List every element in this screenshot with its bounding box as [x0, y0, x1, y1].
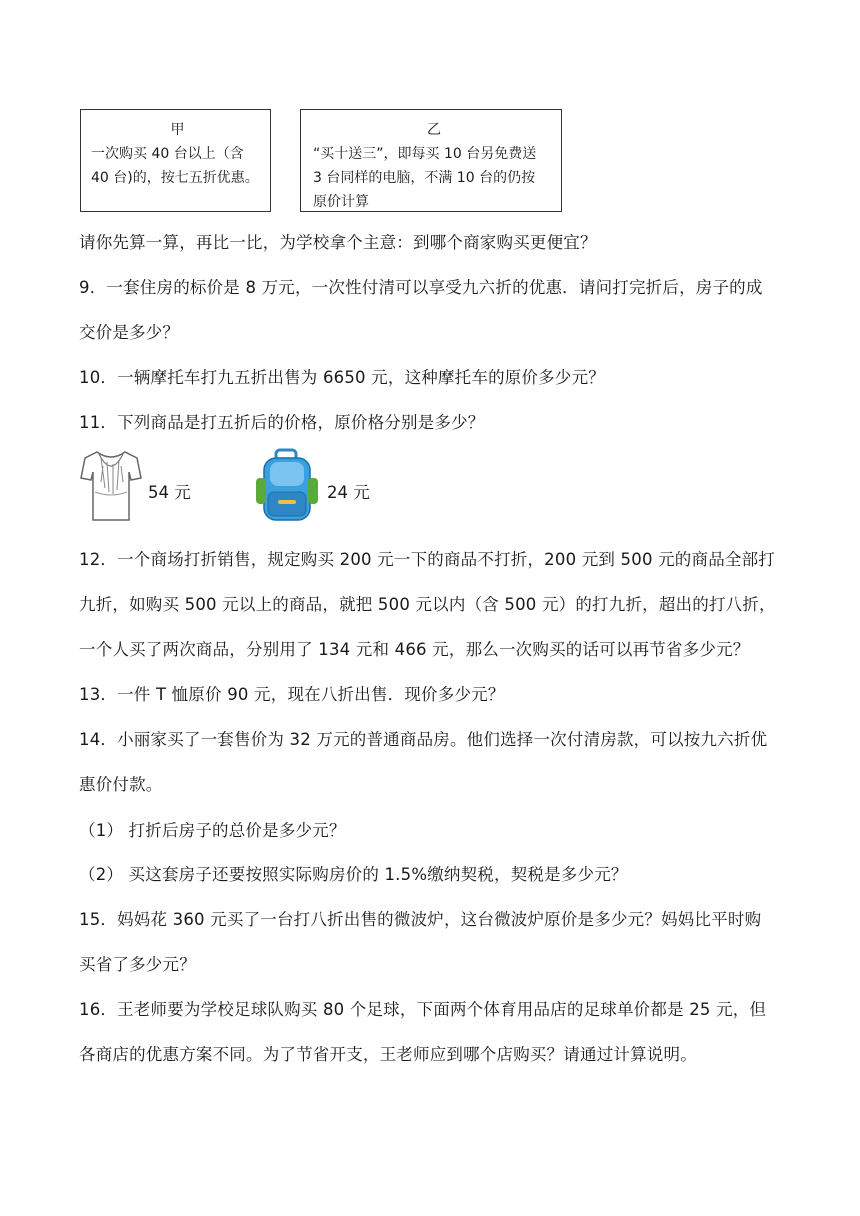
question-line: （2） 买这套房子还要按照实际购房价的 1.5%缴纳契税，契税是多少元？	[79, 865, 628, 884]
question-line: 九折，如购买 500 元以上的商品，就把 500 元以内（含 500 元）的打九折，超出的打八折，	[79, 595, 776, 614]
offer-box-b-title: 乙	[427, 122, 441, 138]
question-line: 10．一辆摩托车打九五折出售为 6650 元，这种摩托车的原价多少元？	[79, 368, 605, 387]
backpack-price: 24 元	[327, 483, 370, 502]
offer-box-b	[300, 109, 562, 212]
offer-box-b-line-1: “买十送三”，即每买 10 台另免费送	[313, 146, 537, 162]
question-line: 9．一套住房的标价是 8 万元，一次性付清可以享受九六折的优惠．请问打完折后，房子的成	[79, 278, 763, 297]
question-line: （1） 打折后房子的总价是多少元？	[79, 821, 346, 840]
backpack-icon	[254, 448, 320, 524]
question-line: 13．一件 T 恤原价 90 元，现在八折出售．现价多少元？	[79, 685, 505, 704]
question-line: 请你先算一算，再比一比，为学校拿个主意：到哪个商家购买更便宜？	[79, 233, 597, 252]
question-line: 买省了多少元？	[79, 955, 196, 974]
offer-box-b-line-2: 3 台同样的电脑，不满 10 台的仍按	[313, 170, 536, 186]
offer-box-a	[80, 109, 271, 212]
question-line: 惠价付款。	[79, 775, 163, 794]
question-line: 15．妈妈花 360 元买了一台打八折出售的微波炉，这台微波炉原价是多少元？妈妈比平时购	[79, 910, 762, 929]
offer-box-a-line-1: 一次购买 40 台以上（含	[91, 146, 244, 162]
question-line: 14．小丽家买了一套售价为 32 万元的普通商品房。他们选择一次付清房款，可以按九六折优	[79, 730, 768, 749]
offer-box-a-title: 甲	[170, 122, 185, 138]
question-line: 交价是多少？	[79, 323, 180, 342]
question-line: 12．一个商场打折销售，规定购买 200 元一下的商品不打折，200 元到 500 元的商品全部打	[79, 550, 776, 569]
offer-box-a-line-2: 40 台)的，按七五折优惠。	[91, 170, 259, 186]
question-line: 16．王老师要为学校足球队购买 80 个足球，下面两个体育用品店的足球单价都是 25 元，但	[79, 1000, 767, 1019]
shirt-icon	[79, 448, 143, 524]
question-line: 各商店的优惠方案不同。为了节省开支，王老师应到哪个店购买？请通过计算说明。	[79, 1045, 697, 1064]
offer-box-b-line-3: 原价计算	[313, 194, 369, 210]
question-line: 一个人买了两次商品，分别用了 134 元和 466 元，那么一次购买的话可以再节省多少元？	[79, 640, 750, 659]
shirt-price: 54 元	[148, 483, 191, 502]
question-line: 11．下列商品是打五折后的价格，原价格分别是多少？	[79, 413, 485, 432]
